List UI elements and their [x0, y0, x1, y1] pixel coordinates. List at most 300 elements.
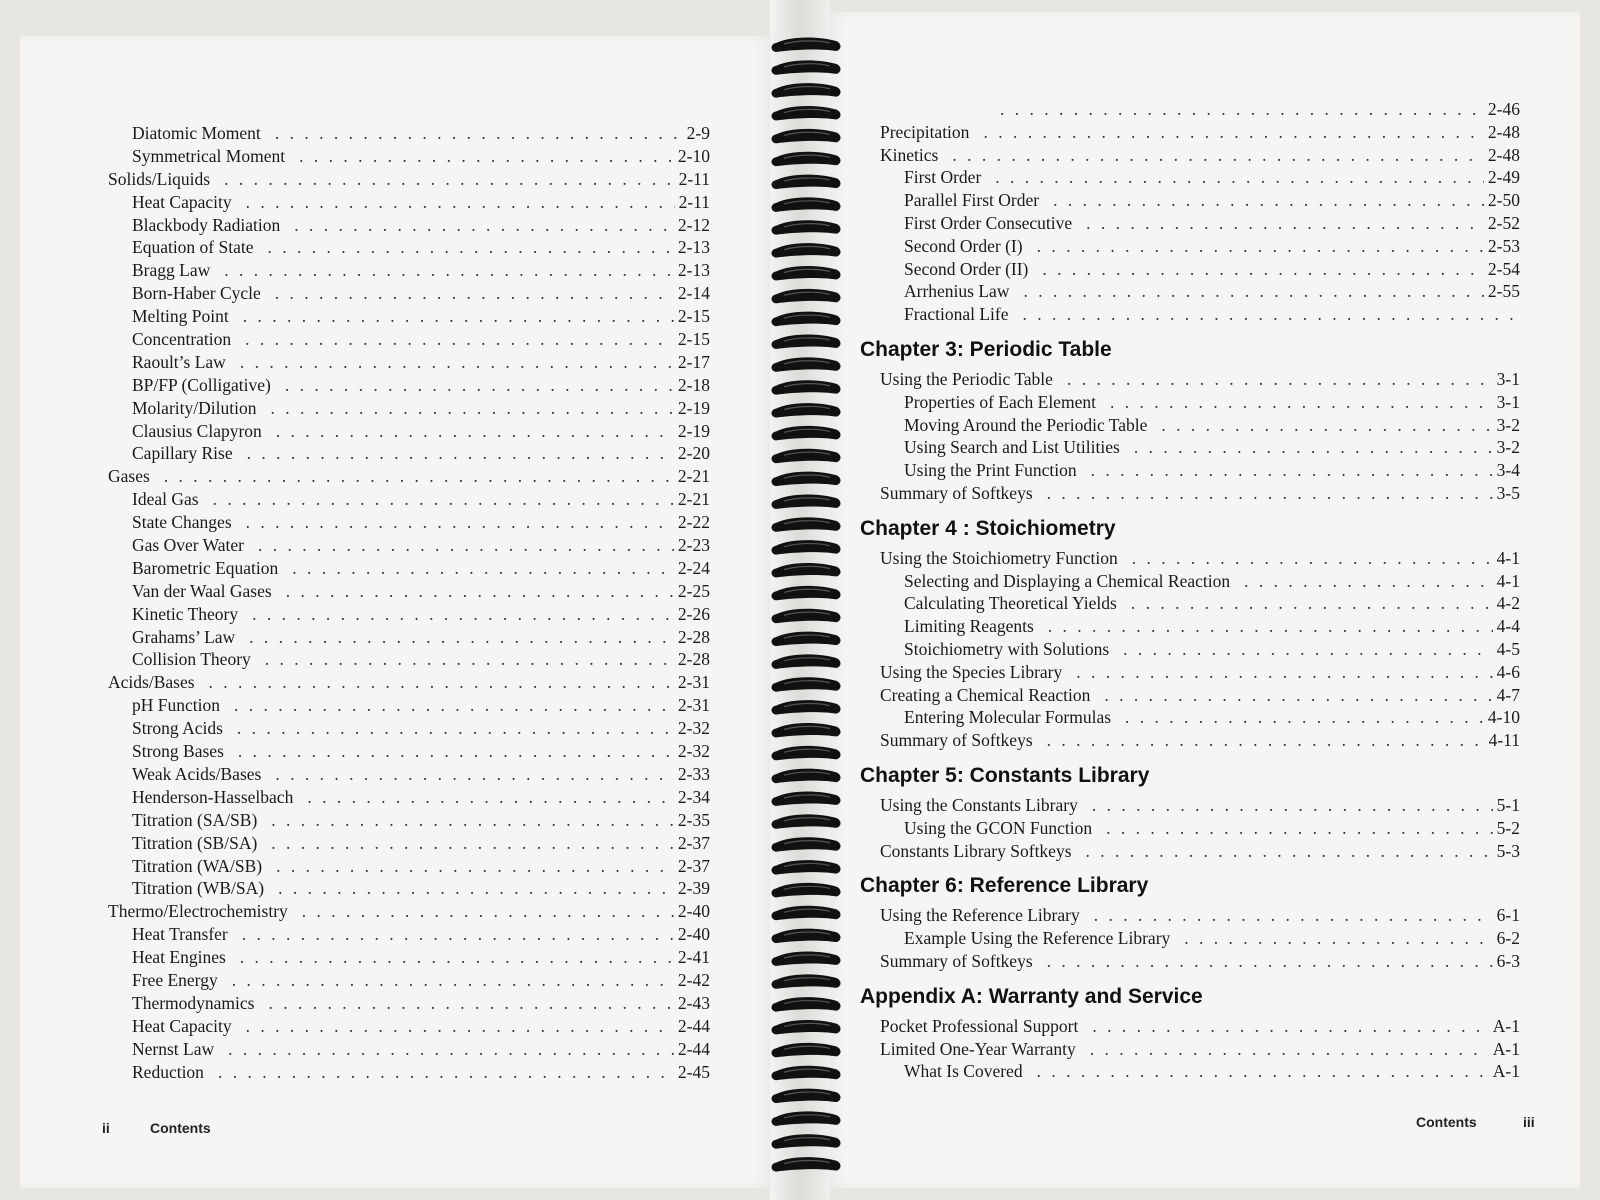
toc-entry-page: 2-32: [677, 741, 710, 762]
toc-entry: [880, 927, 1520, 950]
toc-entry-page: 2-37: [677, 855, 710, 876]
dot-leader: [247, 442, 674, 465]
toc-entry-page: 2-24: [677, 557, 710, 578]
binding-coil: [772, 929, 841, 944]
binding-coil: [772, 357, 841, 372]
toc-entry-page: 2-50: [1487, 190, 1520, 211]
dot-leader: [275, 122, 683, 145]
toc-entry: [108, 969, 710, 992]
toc-entry: [880, 212, 1520, 235]
chapter-heading: Chapter 6: Reference Library: [860, 874, 1149, 898]
dot-leader: [238, 740, 674, 763]
toc-entry-page: 2-45: [677, 1061, 710, 1082]
toc-entry-label: State Changes: [132, 512, 232, 533]
toc-entry: [108, 374, 710, 397]
toc-entry: [880, 144, 1520, 167]
binding-coil: [772, 266, 841, 281]
dot-leader: [246, 1015, 674, 1038]
toc-entry-page: 4-5: [1496, 638, 1520, 659]
toc-entry-page: 2-49: [1487, 167, 1520, 188]
toc-entry-page: 2-46: [1487, 99, 1520, 119]
toc-entry-label: Heat Transfer: [132, 924, 228, 945]
toc-entry: [880, 1015, 1520, 1038]
toc-entry-label: Using the Periodic Table: [880, 368, 1053, 389]
binding-coil: [772, 494, 841, 509]
toc-entry-label: First Order: [904, 167, 982, 188]
binding-coil: [772, 1134, 841, 1149]
dot-leader: [285, 374, 674, 397]
dot-leader: [1094, 904, 1493, 927]
binding-coil: [772, 677, 841, 692]
dot-leader: [1184, 927, 1492, 950]
toc-entry-label: Thermodynamics: [132, 992, 255, 1013]
dot-leader: [252, 603, 674, 626]
toc-entry-page: 2-22: [677, 512, 710, 533]
toc-entry: [880, 592, 1520, 615]
dot-leader: [218, 1061, 674, 1084]
toc-entry-page: 6-2: [1496, 928, 1520, 949]
toc-entry: [108, 1061, 710, 1084]
toc-entry-label: Kinetics: [880, 144, 939, 165]
dot-leader: [246, 191, 675, 214]
toc-entry-page: 2-11: [678, 168, 710, 189]
dot-leader: [1106, 817, 1493, 840]
binding-coil: [772, 723, 841, 738]
toc-entry-label: Creating a Chemical Reaction: [880, 684, 1091, 705]
toc-entry: [880, 729, 1520, 752]
toc-entry-page: 2-52: [1487, 212, 1520, 233]
dot-leader: [1244, 570, 1493, 593]
dot-leader: [1000, 98, 1484, 121]
toc-entry: [108, 946, 710, 969]
toc-entry-label: Summary of Softkeys: [880, 730, 1033, 751]
toc-entry-page: 2-31: [677, 695, 710, 716]
left-page-number: ii: [102, 1120, 110, 1136]
toc-entry-label: Using the Reference Library: [880, 905, 1080, 926]
toc-entry-page: 2-19: [677, 420, 710, 441]
toc-entry: [880, 166, 1520, 189]
dot-leader: [209, 671, 674, 694]
toc-entry: [880, 280, 1520, 303]
binding-coil: [772, 517, 841, 532]
toc-entry-page: 2-12: [677, 214, 710, 235]
toc-entry: [108, 603, 710, 626]
binding-coil: [772, 175, 841, 190]
toc-entry-page: 2-41: [677, 947, 710, 968]
toc-entry: [108, 351, 710, 374]
binding-coil: [772, 380, 841, 395]
toc-entry: [880, 258, 1520, 281]
toc-entry: [880, 706, 1520, 729]
toc-entry: [880, 950, 1520, 973]
binding-coil: [772, 769, 841, 784]
binding-coil: [772, 654, 841, 669]
dot-leader: [1047, 729, 1485, 752]
dot-leader: [275, 763, 674, 786]
dot-leader: [1091, 459, 1493, 482]
dot-leader: [278, 877, 674, 900]
binding-coil: [772, 129, 841, 144]
dot-leader: [242, 923, 674, 946]
toc-entry-label: Using the Stoichiometry Function: [880, 547, 1118, 568]
toc-entry-page: 2-20: [677, 443, 710, 464]
binding-coil: [772, 632, 841, 647]
toc-entry: [108, 145, 710, 168]
toc-entry-label: Second Order (II): [904, 258, 1029, 279]
chapter-heading: Appendix A: Warranty and Service: [860, 984, 1203, 1008]
dot-leader: [164, 465, 674, 488]
toc-entry-label: Collision Theory: [132, 649, 251, 670]
left-toc-list: [108, 122, 710, 1083]
toc-entry-page: 2-28: [677, 649, 710, 670]
binding-coil: [772, 449, 841, 464]
toc-entry: [880, 391, 1520, 414]
toc-entry-label: Using the Print Function: [904, 460, 1077, 481]
toc-entry: [880, 570, 1520, 593]
toc-entry-page: 2-21: [677, 466, 710, 487]
chapter-heading: Chapter 3: Periodic Table: [860, 337, 1112, 361]
toc-entry-page: 2-48: [1487, 121, 1520, 142]
chapter-heading: Chapter 4 : Stoichiometry: [860, 516, 1116, 540]
toc-entry-label: Blackbody Radiation: [132, 214, 281, 235]
dot-leader: [246, 511, 674, 534]
dot-leader: [1086, 212, 1484, 235]
toc-entry-page: 2-26: [677, 603, 710, 624]
dot-leader: [276, 420, 674, 443]
toc-entry-page: 2-37: [677, 832, 710, 853]
dot-leader: [952, 144, 1484, 167]
toc-entry: [880, 638, 1520, 661]
dot-leader: [1023, 280, 1483, 303]
toc-entry-page: 5-1: [1496, 794, 1520, 815]
dot-leader: [1134, 436, 1493, 459]
dot-leader: [299, 145, 674, 168]
binding-coil: [772, 335, 841, 350]
toc-entry: [880, 459, 1520, 482]
binding-coil: [772, 106, 841, 121]
toc-entry-page: 2-31: [677, 672, 710, 693]
dot-leader: [1047, 950, 1493, 973]
dot-leader: [286, 580, 674, 603]
toc-entry-label: Diatomic Moment: [132, 123, 261, 143]
toc-entry-page: 3-2: [1496, 414, 1520, 435]
binding-coil: [772, 37, 841, 52]
toc-entry: [880, 1038, 1520, 1061]
toc-entry: [108, 809, 710, 832]
dot-leader: [1042, 258, 1484, 281]
toc-entry-page: 2-11: [678, 191, 710, 212]
toc-entry: [880, 1060, 1520, 1083]
toc-entry-page: 2-21: [677, 489, 710, 510]
toc-entry-page: 4-1: [1496, 570, 1520, 591]
toc-entry-label: Weak Acids/Bases: [132, 763, 262, 784]
spiral-binding: [770, 30, 850, 1195]
binding-coil: [772, 860, 841, 875]
dot-leader: [1092, 1015, 1488, 1038]
toc-entry-page: A-1: [1492, 1015, 1520, 1036]
toc-entry-page: 4-1: [1496, 547, 1520, 568]
binding-coil: [772, 197, 841, 212]
dot-leader: [224, 259, 674, 282]
dot-leader: [1125, 706, 1484, 729]
dot-leader: [1086, 840, 1493, 863]
toc-entry-label: Stoichiometry with Solutions: [904, 638, 1110, 659]
toc-entry-page: 2-55: [1487, 281, 1520, 302]
toc-entry-label: Solids/Liquids: [108, 168, 211, 189]
dot-leader: [1110, 391, 1493, 414]
toc-entry-page: A-1: [1492, 1061, 1520, 1082]
toc-entry: [108, 694, 710, 717]
toc-entry-label: Titration (SA/SB): [132, 809, 258, 830]
toc-entry-label: Titration (WB/SA): [132, 878, 265, 899]
toc-entry: [108, 580, 710, 603]
dot-leader: [275, 282, 674, 305]
toc-entry-page: 2-34: [677, 786, 710, 807]
toc-entry: [880, 661, 1520, 684]
toc-entry: [880, 547, 1520, 570]
toc-entry-label: First Order Consecutive: [904, 212, 1073, 233]
dot-leader: [1131, 592, 1493, 615]
binding-coil: [772, 700, 841, 715]
left-running-title: Contents: [150, 1120, 211, 1136]
binding-coil: [772, 289, 841, 304]
toc-entry: [108, 442, 710, 465]
toc-entry-page: 3-2: [1496, 437, 1520, 458]
toc-entry-label: Titration (WA/SB): [132, 855, 263, 876]
toc-entry: [108, 397, 710, 420]
toc-entry: [108, 282, 710, 305]
binding-coil: [772, 746, 841, 761]
toc-entry-label: Clausius Clapyron: [132, 420, 262, 441]
binding-coil: [772, 792, 841, 807]
toc-entry-page: 3-5: [1496, 482, 1520, 503]
dot-leader: [240, 946, 674, 969]
toc-entry: [880, 840, 1520, 863]
toc-entry: [108, 717, 710, 740]
toc-entry-page: 2-28: [677, 626, 710, 647]
toc-entry-page: 2-39: [677, 878, 710, 899]
toc-entry-page: 2-42: [677, 969, 710, 990]
binding-coil: [772, 312, 841, 327]
toc-entry-label: Kinetic Theory: [132, 603, 239, 624]
toc-entry: [108, 877, 710, 900]
dot-leader: [1037, 235, 1484, 258]
dot-leader: [276, 855, 674, 878]
toc-entry-label: Heat Capacity: [132, 191, 232, 212]
toc-entry: [880, 414, 1520, 437]
toc-entry-label: Using Search and List Utilities: [904, 437, 1120, 458]
toc-entry-label: Properties of Each Element: [904, 391, 1096, 412]
right-page-number: iii: [1523, 1114, 1535, 1130]
toc-entry: [880, 368, 1520, 391]
toc-entry: [108, 420, 710, 443]
toc-entry: [108, 259, 710, 282]
toc-entry: [108, 488, 710, 511]
toc-entry-label: Constants Library Softkeys: [880, 840, 1072, 861]
toc-entry-label: Reduction: [132, 1061, 204, 1082]
binding-coil: [772, 609, 841, 624]
toc-entry: [108, 511, 710, 534]
toc-entry-label: Using the GCON Function: [904, 817, 1093, 838]
binding-coil: [772, 403, 841, 418]
right-toc-list: [860, 98, 1520, 1083]
toc-entry-label: Ideal Gas: [132, 489, 199, 510]
toc-entry-label: Molarity/Dilution: [132, 397, 257, 418]
toc-entry: [880, 436, 1520, 459]
toc-entry-label: Titration (SB/SA): [132, 832, 258, 853]
binding-coil: [772, 426, 841, 441]
toc-entry: [108, 168, 710, 191]
toc-entry-label: Heat Capacity: [132, 1015, 232, 1036]
toc-entry: [880, 303, 1520, 326]
toc-entry-page: 5-2: [1496, 817, 1520, 838]
toc-entry: [108, 1015, 710, 1038]
toc-entry-label: Calculating Theoretical Yields: [904, 593, 1117, 614]
binding-coil: [772, 540, 841, 555]
dot-leader: [224, 168, 674, 191]
binding-coil: [772, 1157, 841, 1172]
binding-coil: [772, 1020, 841, 1035]
toc-entry-page: 2-25: [677, 580, 710, 601]
dot-leader: [237, 717, 674, 740]
dot-leader: [307, 786, 674, 809]
dot-leader: [1047, 482, 1493, 505]
toc-entry: [880, 904, 1520, 927]
binding-coil: [772, 586, 841, 601]
dot-leader: [243, 305, 674, 328]
toc-entry-label: Limited One-Year Warranty: [880, 1038, 1076, 1059]
toc-entry-page: 2-15: [677, 329, 710, 350]
toc-entry: [108, 557, 710, 580]
toc-entry-page: 2-23: [677, 535, 710, 556]
toc-entry-page: 5-3: [1496, 840, 1520, 861]
binding-coil: [772, 83, 841, 98]
right-running-title: Contents: [1416, 1114, 1477, 1130]
dot-leader: [265, 648, 674, 671]
toc-entry: [108, 832, 710, 855]
toc-entry-label: Free Energy: [132, 969, 218, 990]
toc-entry-page: 3-1: [1496, 368, 1520, 389]
dot-leader: [292, 557, 674, 580]
binding-coil: [772, 906, 841, 921]
dot-leader: [249, 626, 674, 649]
toc-entry-page: 2-9: [686, 123, 710, 143]
toc-entry-page: 3-4: [1496, 460, 1520, 481]
toc-entry-label: Raoult’s Law: [132, 351, 226, 372]
toc-entry-label: Thermo/Electrochemistry: [108, 901, 288, 922]
toc-entry-label: Using the Species Library: [880, 661, 1063, 682]
toc-entry-page: 2-13: [677, 260, 710, 281]
toc-entry-page: 4-10: [1487, 707, 1520, 728]
toc-entry-page: 2-17: [677, 351, 710, 372]
toc-entry: [108, 328, 710, 351]
toc-entry-page: 4-7: [1496, 684, 1520, 705]
toc-entry-label: pH Function: [132, 695, 220, 716]
toc-entry-label: Pocket Professional Support: [880, 1015, 1079, 1036]
toc-entry-label: Van der Waal Gases: [132, 580, 272, 601]
toc-entry-page: 2-43: [677, 992, 710, 1013]
toc-entry: [108, 923, 710, 946]
toc-entry: [880, 98, 1520, 121]
toc-entry-label: Symmetrical Moment: [132, 145, 286, 166]
dot-leader: [1037, 1060, 1489, 1083]
toc-entry-label: Fractional Life: [904, 304, 1009, 325]
toc-entry: [880, 684, 1520, 707]
binding-coil: [772, 60, 841, 75]
dot-leader: [245, 328, 674, 351]
binding-coil: [772, 243, 841, 258]
dot-leader: [228, 1038, 674, 1061]
dot-leader: [268, 236, 674, 259]
dot-leader: [1048, 615, 1493, 638]
dot-leader: [1123, 638, 1493, 661]
toc-entry-label: Melting Point: [132, 306, 229, 327]
dot-leader: [1067, 368, 1493, 391]
toc-entry: [880, 794, 1520, 817]
toc-entry-label: Limiting Reagents: [904, 616, 1034, 637]
toc-entry: [880, 817, 1520, 840]
dot-leader: [258, 534, 674, 557]
dot-leader: [268, 992, 673, 1015]
toc-entry: [108, 992, 710, 1015]
toc-entry-page: 2-18: [677, 374, 710, 395]
dot-leader: [271, 809, 674, 832]
toc-entry-page: 4-4: [1496, 616, 1520, 637]
toc-entry-label: Henderson-Hasselbach: [132, 786, 294, 807]
toc-entry-label: Capillary Rise: [132, 443, 233, 464]
toc-entry: [108, 648, 710, 671]
binding-coil: [772, 1066, 841, 1081]
toc-entry-page: 2-44: [677, 1038, 710, 1059]
toc-entry-page: A-1: [1492, 1038, 1520, 1059]
toc-entry: [108, 122, 710, 145]
toc-entry-label: Strong Acids: [132, 718, 223, 739]
toc-entry: [108, 465, 710, 488]
toc-entry: [108, 855, 710, 878]
toc-entry: [108, 214, 710, 237]
toc-entry: [880, 121, 1520, 144]
toc-entry-label: BP/FP (Colligative): [132, 374, 271, 395]
toc-entry: [108, 305, 710, 328]
toc-entry-label: Precipitation: [880, 121, 970, 142]
toc-entry-label: Parallel First Order: [904, 190, 1040, 211]
toc-entry-page: 3-1: [1496, 391, 1520, 412]
toc-entry: [880, 189, 1520, 212]
dot-leader: [271, 832, 674, 855]
toc-entry: [108, 786, 710, 809]
toc-entry: [880, 235, 1520, 258]
toc-entry-label: Born-Haber Cycle: [132, 283, 261, 304]
toc-entry-label: Entering Molecular Formulas: [904, 707, 1112, 728]
toc-entry-label: Strong Bases: [132, 741, 224, 762]
toc-entry-page: 2-35: [677, 809, 710, 830]
toc-entry-page: 2-48: [1487, 144, 1520, 165]
dot-leader: [1104, 684, 1492, 707]
dot-leader: [1132, 547, 1493, 570]
toc-entry-label: Summary of Softkeys: [880, 950, 1033, 971]
dot-leader: [1161, 414, 1492, 437]
toc-entry-label: Nernst Law: [132, 1038, 215, 1059]
toc-entry: [108, 671, 710, 694]
toc-entry-label: Example Using the Reference Library: [904, 928, 1171, 949]
binding-coil: [772, 997, 841, 1012]
toc-entry-label: Heat Engines: [132, 947, 226, 968]
toc-entry-page: 2-19: [677, 397, 710, 418]
toc-entry-label: Concentration: [132, 329, 232, 350]
toc-entry-page: 4-6: [1496, 661, 1520, 682]
toc-entry: [108, 534, 710, 557]
toc-entry: [108, 236, 710, 259]
